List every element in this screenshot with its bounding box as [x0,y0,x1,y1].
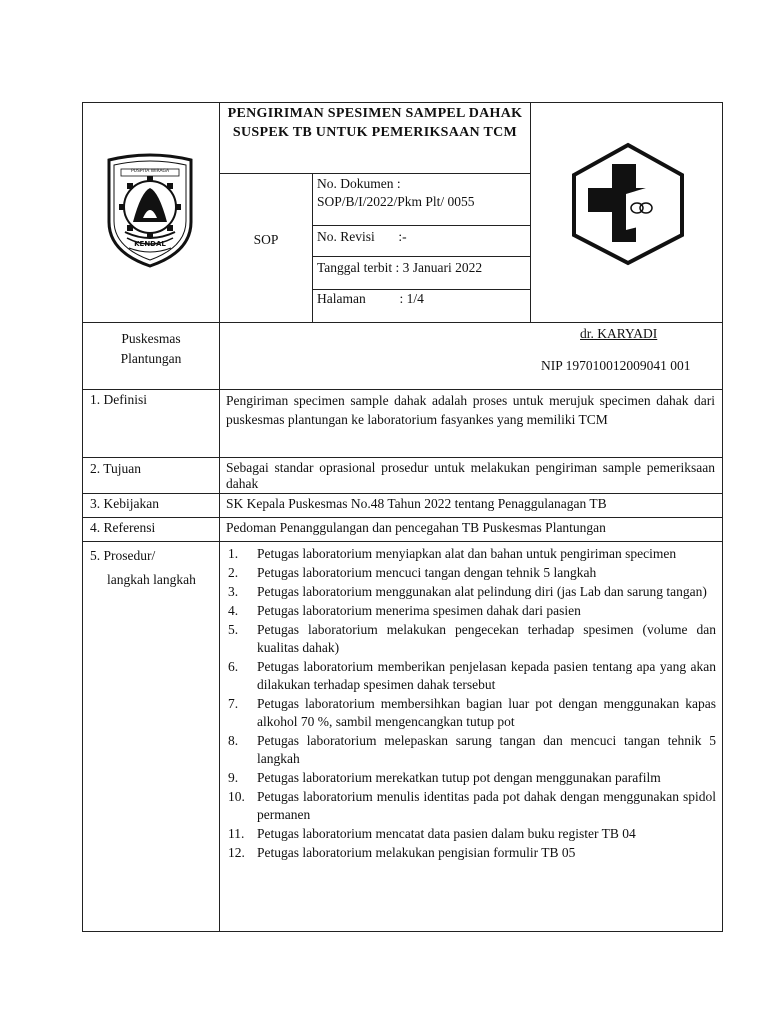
policy-text: SK Kepala Puskesmas No.48 Tahun 2022 tentang Penaggulanagan TB [226,496,607,511]
rule [219,102,220,932]
procedure-step-text: Petugas laboratorium melakukan pengisian formulir TB 05 [257,845,576,860]
procedure-step-number: 6. [228,659,239,674]
procedure-step [222,825,716,843]
procedure-step-number: 1. [228,546,239,561]
procedure-step-text: Petugas laboratorium merekatkan tutup pot dengan menggunakan parafilm [257,770,661,785]
policy-label: 3. Kebijakan [90,496,159,511]
unit-name-line2: Plantungan [120,351,182,366]
unit-name-line1: Puskesmas [121,331,181,346]
rule [82,389,723,390]
procedure-step-number: 11. [228,826,245,841]
procedure-step-text: Petugas laboratorium menyiapkan alat dan bahan untuk pengiriman specimen [257,546,677,561]
procedure-step-text: Petugas laboratorium mencatat data pasien dalam buku register TB 04 [257,826,636,841]
page-number: Halaman : 1/4 [317,291,424,306]
procedure-step [222,788,716,824]
definition-text: Pengiriman specimen sample dahak adalah proses untuk merujuk specimen dahak dari puskesmas plantungan ke laboratorium fasyankes yang memiliki TCM [226,393,715,427]
rule [722,102,723,932]
procedure-step-number: 12. [228,845,245,860]
rule [220,173,530,174]
procedure-step [222,602,716,620]
document-title: PENGIRIMAN SPESIMEN SAMPEL DAHAK SUSPEK TB UNTUK PEMERIKSAAN TCM [227,106,523,140]
procedure-step-text: Petugas laboratorium menggunakan alat pelindung diri (jas Lab dan sarung tangan) [257,584,707,599]
procedure-step [222,769,716,787]
procedure-step-text: Petugas laboratorium melepaskan sarung tangan dan mencuci tangan tehnik 5 langkah [257,733,716,766]
rule [312,225,530,226]
procedure-step [222,658,716,694]
procedure-step-number: 2. [228,565,239,580]
doc-number-label: No. Dokumen : [317,176,401,191]
procedure-step-number: 8. [228,733,239,748]
revision-number: No. Revisi :- [317,229,407,244]
procedure-step-text: Petugas laboratorium melakukan pengecekan terhadap spesimen (volume dan kualitas dahak) [257,622,716,655]
procedure-steps [222,545,716,863]
procedure-label-sub: langkah langkah [107,572,196,587]
rule [82,493,723,494]
procedure-step-number: 10. [228,789,245,804]
procedure-step-number: 3. [228,584,239,599]
procedure-step-number: 9. [228,770,239,785]
procedure-step [222,564,716,582]
rule [82,102,723,103]
rule [82,517,723,518]
rule [82,322,723,323]
purpose-label: 2. Tujuan [90,461,142,476]
procedure-step-text: Petugas laboratorium menerima spesimen dahak dari pasien [257,603,581,618]
procedure-step-text: Petugas laboratorium memberikan penjelasan kepada pasien tentang apa yang akan dilakukan terhadap spesimen dahak tersebut [257,659,716,692]
procedure-step [222,583,716,601]
rule [82,457,723,458]
rule [312,256,530,257]
procedure-step-text: Petugas laboratorium menulis identitas pada pot dahak dengan menggunakan spidol permanen [257,789,716,822]
definition-label: 1. Definisi [90,392,147,407]
rule [82,541,723,542]
doc-number-value: SOP/B/I/2022/Pkm Plt/ 0055 [317,194,475,209]
rule [312,173,313,323]
kendal-logo-motto: PUSPITA WIRAGA [130,169,170,174]
purpose-text: Sebagai standar oprasional prosedur untuk melakukan pengiriman sample pemeriksaan dahak [226,460,715,491]
procedure-label: 5. Prosedur/ [90,548,156,563]
puskesmas-logo [570,142,686,266]
procedure-step-text: Petugas laboratorium mencuci tangan dengan tehnik 5 langkah [257,565,597,580]
kendal-logo-text: KENDAL [134,240,166,248]
procedure-step [222,732,716,768]
doctor-name: dr. KARYADI [580,326,658,341]
sop-label: SOP [253,232,279,247]
rule [530,102,531,323]
procedure-step [222,545,716,563]
rule [82,102,83,932]
doctor-nip: NIP 197010012009041 001 [541,358,691,373]
issue-date: Tanggal terbit : 3 Januari 2022 [317,260,483,275]
procedure-step-number: 5. [228,622,239,637]
reference-label: 4. Referensi [90,520,156,535]
rule [82,931,723,932]
kendal-logo [103,152,197,270]
procedure-step [222,844,716,862]
procedure-step-number: 4. [228,603,239,618]
reference-text: Pedoman Penanggulangan dan pencegahan TB Puskesmas Plantungan [226,520,606,535]
procedure-step-text: Petugas laboratorium membersihkan bagian luar pot dengan menggunakan kapas alkohol 70 %, sambil mengencangkan tutup pot [257,696,716,729]
procedure-step-number: 7. [228,696,239,711]
procedure-step [222,695,716,731]
procedure-step [222,621,716,657]
